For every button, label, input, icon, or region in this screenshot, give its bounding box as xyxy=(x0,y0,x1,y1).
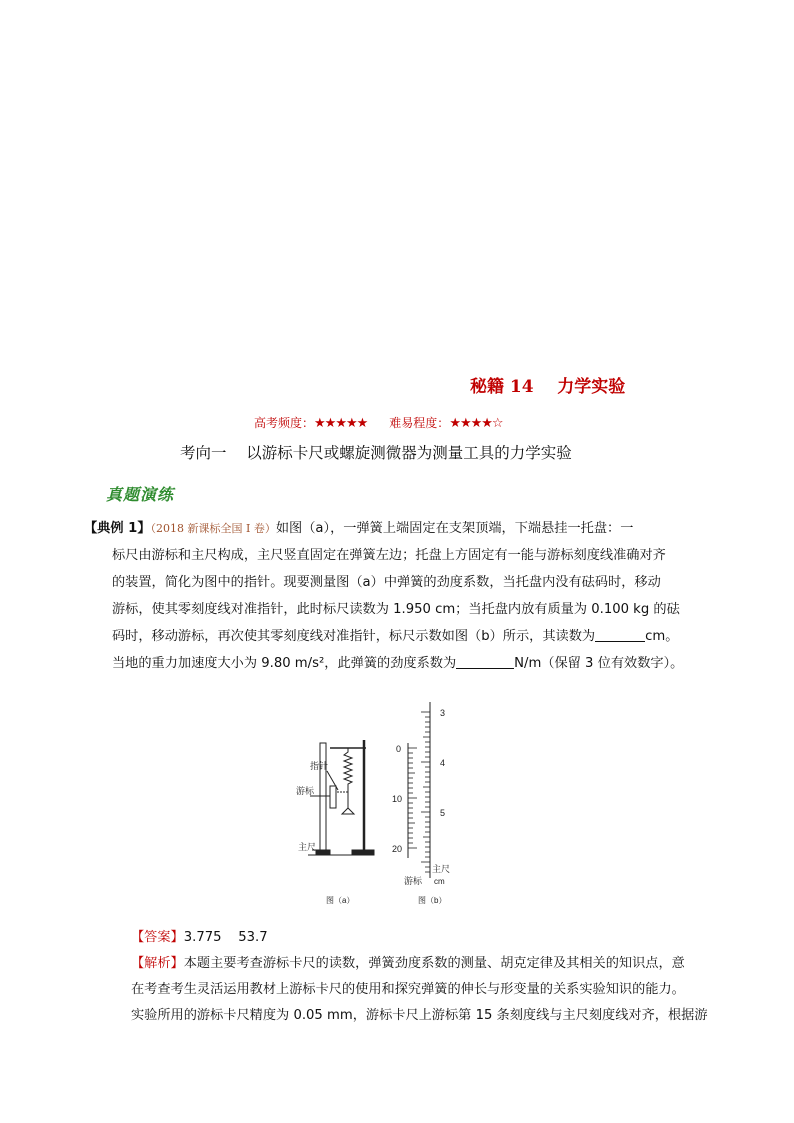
caption-b: 图（b） xyxy=(418,896,447,905)
vernier-num-10: 10 xyxy=(392,794,403,804)
question-line-6b: N/m（保留 3 位有效数字）。 xyxy=(514,656,684,671)
question-line-4: 游标，使其零刻度线对准指针，此时标尺读数为 1.950 cm；当托盘内放有质量为 0.100 kg 的砝 xyxy=(112,602,680,617)
figure-b xyxy=(392,702,450,905)
frequency-label: 高考频度： xyxy=(254,416,315,430)
vernier-ticks xyxy=(408,748,417,848)
question-body xyxy=(84,515,726,677)
answer-line xyxy=(131,926,268,945)
question-source: （2018 新课标全国 I 卷） xyxy=(150,522,276,535)
question-line-3: 的装置，简化为图中的指针。现要测量图（a）中弹簧的劲度系数，当托盘内没有砝码时，移动 xyxy=(112,575,661,590)
vernier-num-20: 20 xyxy=(392,844,403,854)
label-main-b: 主尺 xyxy=(432,864,451,874)
section-title: 考向一 以游标卡尺或螺旋测微器为测量工具的力学实验 xyxy=(180,444,572,462)
rating-bar xyxy=(254,414,503,431)
question-label: 【典例 1】 xyxy=(84,521,151,536)
main-num-3: 3 xyxy=(440,708,446,718)
analysis-label: 【解析】 xyxy=(131,956,184,971)
answer-blank-1[interactable] xyxy=(595,629,645,642)
label-vernier-a: 游标 xyxy=(296,786,315,796)
question-line-5 xyxy=(112,623,726,650)
difficulty-label: 难易程度： xyxy=(389,416,450,430)
analysis-line-3: 实验所用的游标卡尺精度为 0.05 mm，游标卡尺上游标第 15 条刻度线与主尺刻度线对齐，根据游 xyxy=(131,1008,708,1023)
analysis-block xyxy=(131,951,731,1029)
question-line-6 xyxy=(112,650,726,677)
label-pointer: 指针 xyxy=(310,761,329,771)
answer-label: 【答案】 xyxy=(131,930,184,945)
analysis-line-2: 在考查考生灵活运用教材上游标卡尺的使用和探究弹簧的伸长与形变量的关系实验知识的能力。 xyxy=(131,982,685,997)
page-title: 秘籍 14 力学实验 xyxy=(470,377,626,397)
label-unit-b: cm xyxy=(434,877,445,886)
practice-tag: 真题演练 xyxy=(106,485,175,504)
analysis-line-1: 本题主要考查游标卡尺的读数，弹簧劲度系数的测量、胡克定律及其相关的知识点，意 xyxy=(183,956,685,971)
figure-apparatus xyxy=(280,698,510,910)
vernier-num-0: 0 xyxy=(396,744,402,754)
caption-a: 图（a） xyxy=(326,896,355,905)
figure-a xyxy=(296,740,374,905)
main-num-5: 5 xyxy=(440,808,446,818)
question-line-2: 标尺由游标和主尺构成，主尺竖直固定在弹簧左边；托盘上方固定有一能与游标刻度线准确对齐 xyxy=(112,548,666,563)
question-line-6a: 当地的重力加速度大小为 9.80 m/s²，此弹簧的劲度系数为 xyxy=(112,656,457,671)
answer-values: 3.775 53.7 xyxy=(183,930,268,945)
label-main-a: 主尺 xyxy=(298,842,317,852)
question-line-1: 如图（a），一弹簧上端固定在支架顶端，下端悬挂一托盘：一 xyxy=(275,521,634,536)
question-line-5a: 码时，移动游标，再次使其零刻度线对准指针，标尺示数如图（b）所示，其读数为 xyxy=(112,629,596,644)
answer-blank-2[interactable] xyxy=(456,656,514,669)
question-line-5b: cm。 xyxy=(645,629,679,644)
main-num-4: 4 xyxy=(440,758,446,768)
difficulty-stars: ★★★★☆ xyxy=(449,416,503,431)
label-vernier-b: 游标 xyxy=(404,876,423,886)
main-scale-ticks xyxy=(421,712,430,872)
frequency-stars: ★★★★★ xyxy=(314,416,368,431)
